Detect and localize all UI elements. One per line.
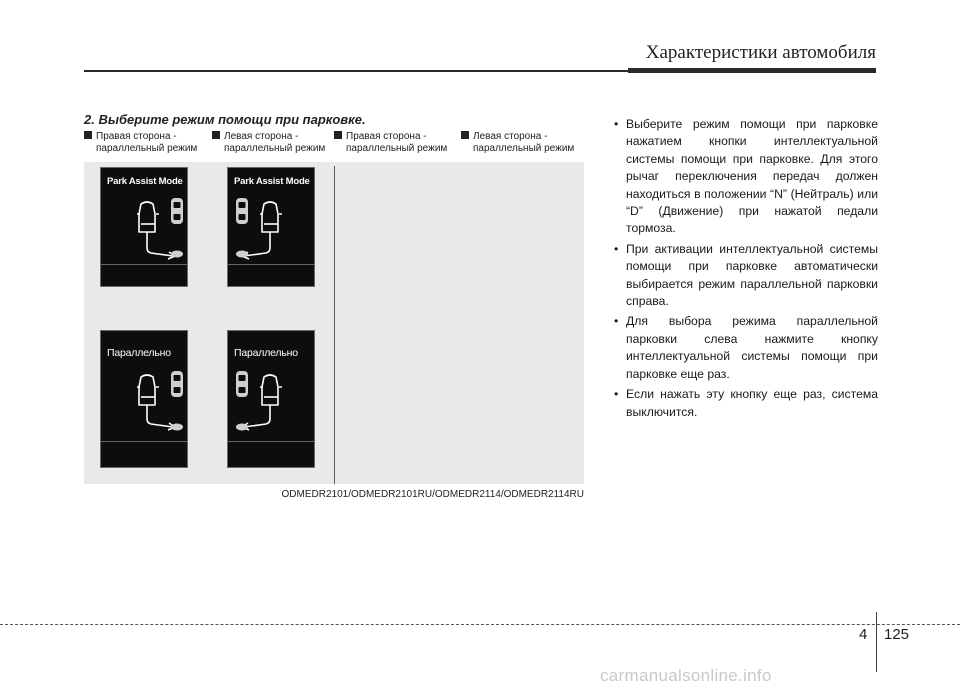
display-screen-parallel-left [227,330,315,468]
square-bullet-icon [334,131,342,139]
parallel-park-left-icon [228,365,316,435]
parallel-park-right-icon [101,365,189,435]
header-rule-accent [628,68,876,73]
square-bullet-icon [84,131,92,139]
parallel-park-right-icon [101,192,189,262]
step-heading: 2. Выберите режим помощи при парковке. [84,112,366,127]
chapter-number: 4 [859,626,868,643]
parallel-park-left-icon [228,192,316,262]
caption-left-parallel-2: Левая сторона - параллельный режим [461,131,574,155]
watermark: carmanualsonline.info [600,666,772,685]
page-number: 125 [884,626,910,643]
screen-status-bar [228,441,314,442]
screen-title: Park Assist Mode [107,176,183,187]
screen-title: Параллельно [234,347,298,359]
display-screen-park-assist-left [227,167,315,287]
screen-title: Параллельно [107,347,171,359]
display-screen-park-assist-right [100,167,188,287]
square-bullet-icon [212,131,220,139]
list-item: • Если нажать эту кнопку еще раз, система выключится. [614,386,878,421]
list-item: • При активации интеллектуальной системы помощи при парковке автоматически выбирается режим параллельной парковки справа. [614,241,878,311]
caption-right-parallel-2: Правая сторона - параллельный режим [334,131,447,155]
footer-rule [0,624,960,625]
footer-divider [876,612,877,672]
figure-divider [334,166,335,484]
list-item: • Выберите режим помощи при парковке нажатием кнопки интеллектуальной системы помощи при парковке. Для этого рычаг переключения передач должен находиться в положении “N” (Нейтраль) или “D” (Движение) при нажатой педали тормоза. [614,116,878,238]
caption-right-parallel-1: Правая сторона - параллельный режим [84,131,197,155]
caption-left-parallel-1: Левая сторона - параллельный режим [212,131,325,155]
list-item: • Для выбора режима параллельной парковки слева нажмите кнопку интеллектуальной системы помощи при парковке еще раз. [614,313,878,383]
screen-title: Park Assist Mode [234,176,310,187]
instruction-list [614,116,878,424]
screen-status-bar [101,264,187,265]
display-screen-parallel-right [100,330,188,468]
screen-status-bar [228,264,314,265]
screen-status-bar [101,441,187,442]
running-header-title: Характеристики автомобиля [645,42,876,63]
figure-id: ODMEDR2101/ODMEDR2101RU/ODMEDR2114/ODMEDR2114RU [281,489,584,500]
square-bullet-icon [461,131,469,139]
